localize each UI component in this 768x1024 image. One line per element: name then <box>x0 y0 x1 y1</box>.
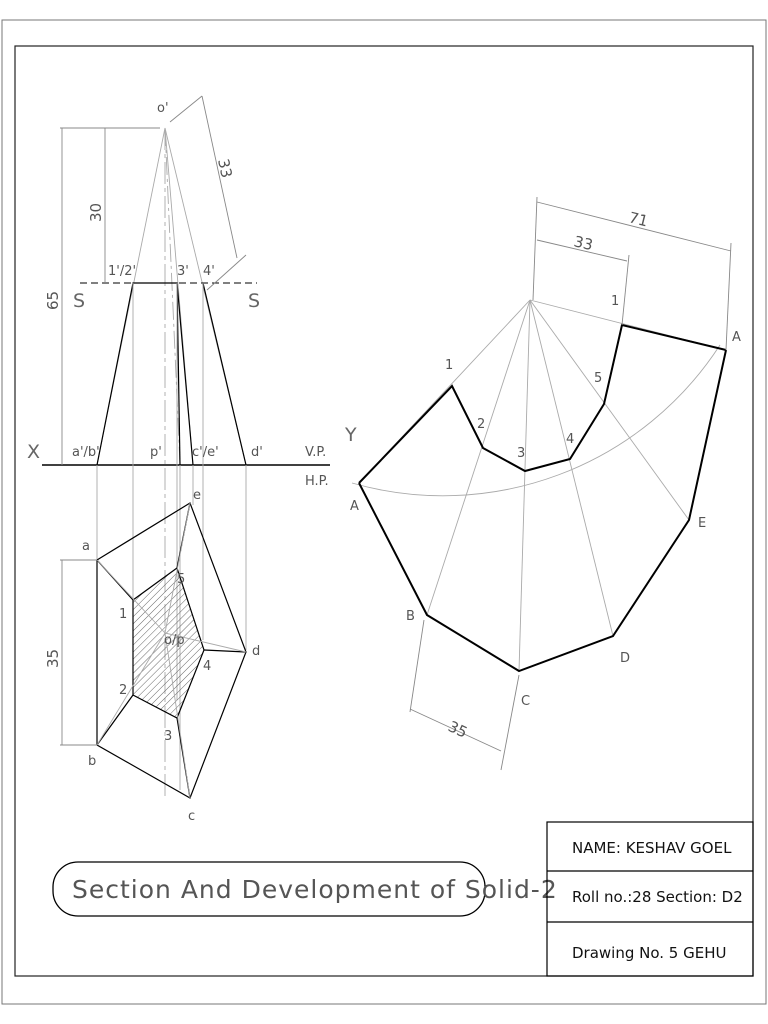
dev-cut-2-label: 2 <box>477 417 486 432</box>
section-point-4-label: 4' <box>203 264 215 279</box>
corner-d-label: d <box>252 644 261 659</box>
front-point-p-label: p' <box>150 445 162 460</box>
slant-dim-33: 33 <box>214 157 236 180</box>
corner-c-label: c <box>188 809 196 824</box>
dev-corner-A-right-label: A <box>732 330 741 345</box>
section-point-12-label: 1'/2' <box>108 264 137 279</box>
dev-corner-A-left-label: A <box>350 499 359 514</box>
dev-corner-B-label: B <box>406 609 415 624</box>
front-point-ab-label: a'/b' <box>72 445 100 460</box>
roll-section: Roll no.:28 Section: D2 <box>572 888 743 906</box>
section-plane-right-label: S <box>248 290 261 312</box>
corner-a-label: a <box>82 539 90 554</box>
dev-dim-35: 35 <box>445 717 471 742</box>
title-block <box>547 822 753 976</box>
center-op-label: o/p <box>164 633 185 648</box>
section-point-3-label: 3' <box>177 264 189 279</box>
section-plane-left-label: S <box>73 290 86 312</box>
dev-corner-D-label: D <box>620 651 631 666</box>
inner-border <box>15 46 753 976</box>
corner-e-label: e <box>193 488 201 503</box>
dev-corner-E-label: E <box>698 516 707 531</box>
student-name: NAME: KESHAV GOEL <box>572 839 732 857</box>
x-label: X <box>27 441 41 463</box>
dev-dim-71: 71 <box>627 208 650 231</box>
front-point-d-label: d' <box>251 445 263 460</box>
dev-cut-4-label: 4 <box>566 432 575 447</box>
dev-corner-C-label: C <box>521 694 531 709</box>
dev-cut-1-left-label: 1 <box>445 358 454 373</box>
dev-cut-5-label: 5 <box>594 371 603 386</box>
cut-dim-30: 30 <box>87 202 105 222</box>
top-section-1-label: 1 <box>119 607 128 622</box>
apex-label: o' <box>157 101 169 116</box>
top-section-4-label: 4 <box>203 659 212 674</box>
dev-dim-33: 33 <box>572 232 595 255</box>
top-section-5-label: 5 <box>177 572 186 587</box>
hp-label: H.P. <box>305 474 329 489</box>
top-section-2-label: 2 <box>119 683 128 698</box>
dev-cut-3-label: 3 <box>517 446 526 461</box>
height-dim-65: 65 <box>44 290 62 310</box>
side-dim-35: 35 <box>44 648 62 668</box>
dev-cut-1-right-label: 1 <box>611 294 620 309</box>
development-view <box>344 197 741 770</box>
drawing-title: Section And Development of Solid-2 <box>72 875 558 904</box>
top-section-3-label: 3 <box>164 729 173 744</box>
front-point-ce-label: c'/e' <box>192 445 219 460</box>
vp-label: V.P. <box>305 445 327 460</box>
corner-b-label: b <box>88 754 97 769</box>
top-view <box>44 488 260 824</box>
y-label: Y <box>345 424 357 446</box>
drawing-number: Drawing No. 5 GEHU <box>572 944 727 962</box>
